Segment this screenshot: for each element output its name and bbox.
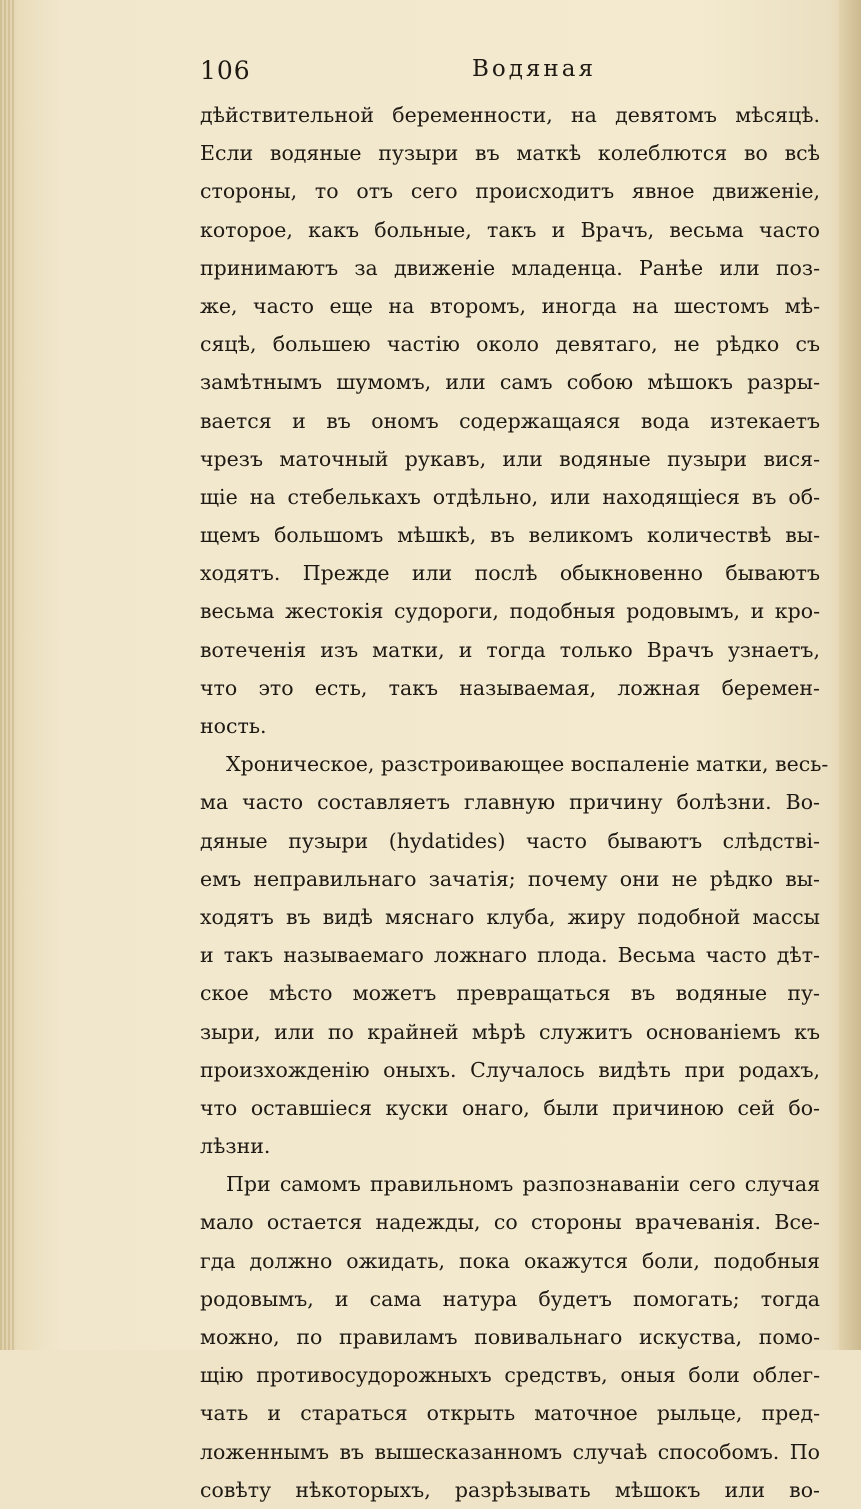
text-line: же, часто еще на второмъ, иногда на шестомъ мѣ- xyxy=(200,293,820,318)
page-binding xyxy=(0,0,14,1350)
text-line: Хроническое, разстроивающее воспаленіе матки, весь- xyxy=(226,752,829,777)
text-line: дѣйствительной беременности, на девятомъ мѣсяцѣ. xyxy=(200,103,820,127)
text-line: произхожденію оныхъ. Случалось видѣть при родахъ, xyxy=(200,1057,820,1082)
text-line: вается и въ ономъ содержащаяся вода изтекаетъ xyxy=(200,408,820,433)
text-line: ское мѣсто можетъ превращаться въ водяные пу- xyxy=(200,981,820,1006)
text-line: щію противосудорожныхъ средствъ, оныя боли облег- xyxy=(200,1363,820,1388)
text-line: щіе на стебелькахъ отдѣльно, или находящіеся въ об- xyxy=(200,484,820,509)
text-line: При самомъ правильномъ разпознаваніи сего случая xyxy=(226,1172,820,1197)
running-title: Водяная xyxy=(472,56,596,82)
text-line: зыри, или по крайней мѣрѣ служитъ основаніемъ къ xyxy=(200,1019,820,1044)
text-line: родовымъ, и сама натура будетъ помогать; тогда xyxy=(200,1286,820,1311)
text-line: чать и стараться открыть маточное рыльце, пред- xyxy=(200,1401,820,1426)
text-line: вотеченія изъ матки, и тогда только Врачъ узнаетъ, xyxy=(200,637,820,662)
text-line: и такъ называемаго ложнаго плода. Весьма часто дѣт- xyxy=(200,943,820,968)
text-line: емъ неправильнаго зачатія; почему они не рѣдко вы- xyxy=(200,866,820,891)
text-line: принимаютъ за движеніе младенца. Ранѣе или поз- xyxy=(200,255,820,280)
page-edge xyxy=(839,0,861,1350)
paragraph xyxy=(200,1165,820,1509)
page-header xyxy=(200,56,600,92)
text-line: ходятъ въ видѣ мяснаго клуба, жиру подобной массы xyxy=(200,904,820,929)
text-line: что это есть, такъ называемая, ложная беремен- xyxy=(200,675,820,700)
page-body xyxy=(200,96,829,1509)
text-line: мало остается надежды, со стороны врачеванія. Все- xyxy=(200,1210,820,1235)
text-line: что оставшіеся куски онаго, были причиною сей бо- xyxy=(200,1095,820,1120)
text-line: щемъ большомъ мѣшкѣ, въ великомъ количествѣ вы- xyxy=(200,523,820,548)
text-line: лѣзни. xyxy=(200,1134,271,1159)
text-line: сяцѣ, большею частію около девятаго, не рѣдко съ xyxy=(200,332,820,357)
paragraph xyxy=(200,745,829,1165)
text-line: весьма жестокія судороги, подобныя родовымъ, и кро- xyxy=(200,599,820,624)
text-line: можно, по правиламъ повивальнаго искуства, помо- xyxy=(200,1325,820,1349)
text-line: ность. xyxy=(200,714,267,738)
text-line: замѣтнымъ шумомъ, или самъ собою мѣшокъ разры- xyxy=(200,370,820,395)
text-line: ма часто составляетъ главную причину болѣзни. Во- xyxy=(200,790,820,815)
text-line: ходятъ. Прежде или послѣ обыкновенно бываютъ xyxy=(200,561,820,586)
text-line: дяные пузыри (hydatides) часто бываютъ слѣдстві- xyxy=(200,828,820,853)
text-line: гда должно ожидать, пока окажутся боли, подобныя xyxy=(200,1248,820,1273)
text-line: ложеннымъ въ вышесказанномъ случаѣ способомъ. По xyxy=(200,1439,820,1464)
text-line: чрезъ маточный рукавъ, или водяные пузыри вися- xyxy=(200,446,820,471)
text-line: которое, какъ больные, такъ и Врачъ, весьма часто xyxy=(200,217,820,242)
paragraph xyxy=(200,96,820,745)
text-line: совѣту нѣкоторыхъ, разрѣзывать мѣшокъ или во- xyxy=(200,1477,820,1502)
text-line: Если водяные пузыри въ маткѣ колеблются во всѣ xyxy=(200,141,820,166)
page-number: 106 xyxy=(200,56,251,85)
text-line: стороны, то отъ сего происходитъ явное движеніе, xyxy=(200,179,820,204)
